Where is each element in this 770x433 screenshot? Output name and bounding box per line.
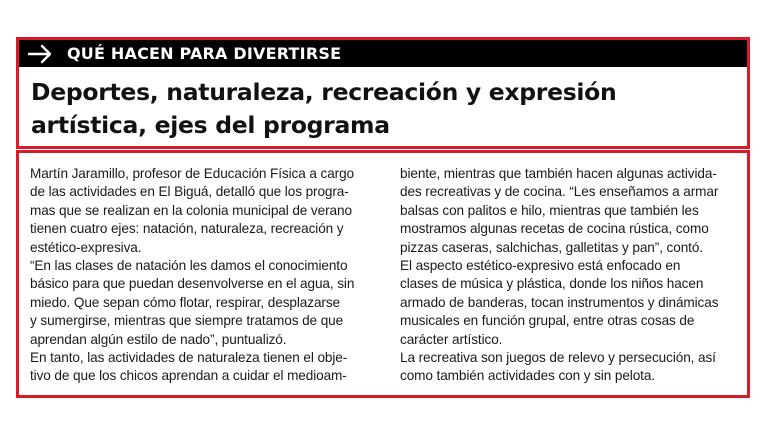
text-line: mostramos algunas recetas de cocina rústica, como xyxy=(400,221,709,237)
text-line: des recreativas y de cocina. “Les enseñamos a armar xyxy=(400,184,719,200)
text-line: carácter artístico. xyxy=(400,331,503,347)
text-line: pizzas caseras, salchichas, galletitas y pan”, contó. xyxy=(400,239,703,255)
text-line: La recreativa son juegos de relevo y persecución, así xyxy=(400,350,716,366)
section-label: QUÉ HACEN PARA DIVERTIRSE xyxy=(67,44,342,63)
text-line: El aspecto estético-expresivo está enfocado en xyxy=(400,258,681,274)
article-body xyxy=(16,150,750,398)
headline-line: artística, ejes del programa xyxy=(31,111,390,139)
text-line: y sumergirse, mientras que siempre tratamos de que xyxy=(30,313,344,329)
header-box xyxy=(16,37,750,149)
text-line: como también actividades con y sin pelota. xyxy=(400,368,655,384)
text-line: tienen cuatro ejes: natación, naturaleza, recreación y xyxy=(30,221,344,237)
text-line: clases de música y plástica, donde los niños hacen xyxy=(400,276,704,292)
text-line: mas que se realizan en la colonia municipal de verano xyxy=(30,202,352,218)
text-line: musicales en función grupal, entre otras cosas de xyxy=(400,313,695,329)
arrow-right-icon xyxy=(27,44,53,64)
text-line: tivo de que los chicos aprendan a cuidar el medioam- xyxy=(30,368,347,384)
text-line: Martín Jaramillo, profesor de Educación Física a cargo xyxy=(30,166,355,181)
text-line: biente, mientras que también hacen algunas activida- xyxy=(400,166,717,181)
text-line: básico para que puedan desenvolverse en el agua, sin xyxy=(30,276,355,292)
text-line: En tanto, las actividades de naturaleza tienen el obje- xyxy=(30,350,348,366)
headline-line: Deportes, naturaleza, recreación y expresión xyxy=(31,78,617,106)
text-line: “En las clases de natación les damos el conocimiento xyxy=(30,258,348,274)
section-bar xyxy=(19,40,747,67)
article-column-right xyxy=(400,165,740,386)
text-line: miedo. Que sepan cómo flotar, respirar, desplazarse xyxy=(30,294,340,310)
text-line: armado de banderas, tocan instrumentos y dinámicas xyxy=(400,294,719,310)
text-line: aprendan algún estilo de nado”, puntualizó. xyxy=(30,331,287,347)
headline xyxy=(31,76,731,142)
text-line: de las actividades en El Biguá, detalló que los progra- xyxy=(30,184,349,200)
text-line: balsas con palitos e hilo, mientras que también les xyxy=(400,202,699,218)
text-line: estético-expresiva. xyxy=(30,239,142,255)
article-column-left xyxy=(30,165,398,386)
